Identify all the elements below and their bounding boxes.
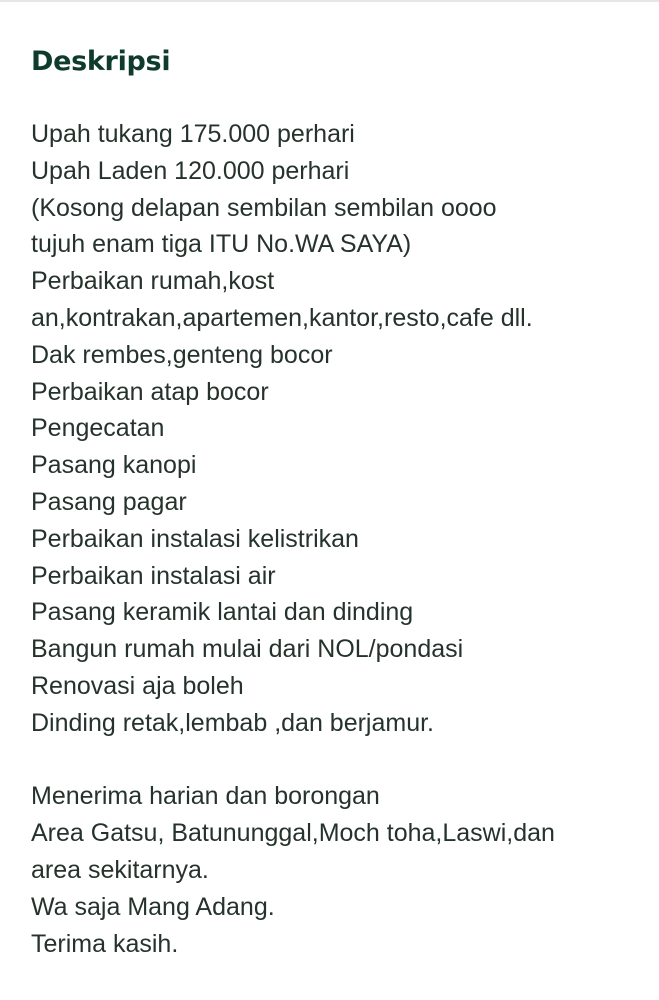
description-line: Perbaikan atap bocor xyxy=(31,377,269,406)
description-line: Wa saja Mang Adang. xyxy=(31,892,275,921)
description-line: Perbaikan instalasi kelistrikan xyxy=(31,524,359,553)
description-line: Dinding retak,lembab ,dan berjamur. xyxy=(31,708,435,737)
description-section xyxy=(31,44,646,962)
section-title: Deskripsi xyxy=(31,46,171,77)
description-line: area sekitarnya. xyxy=(31,855,209,884)
description-line: Perbaikan rumah,kost xyxy=(31,267,275,296)
description-line: tujuh enam tiga ITU No.WA SAYA) xyxy=(31,230,412,259)
description-line: Terima kasih. xyxy=(31,929,179,958)
description-line: Pasang keramik lantai dan dinding xyxy=(31,598,414,627)
description-line: Renovasi aja boleh xyxy=(31,671,244,700)
description-line: Upah Laden 120.000 perhari xyxy=(31,156,350,185)
description-text xyxy=(31,116,646,962)
description-line: Dak rembes,genteng bocor xyxy=(31,340,333,369)
description-line: Area Gatsu, Batununggal,Moch toha,Laswi,dan xyxy=(31,819,555,848)
description-line: Pasang pagar xyxy=(31,487,187,516)
description-line: (Kosong delapan sembilan sembilan oooo xyxy=(31,193,497,222)
blank-line xyxy=(31,742,646,779)
top-divider xyxy=(0,0,659,2)
description-line: Pengecatan xyxy=(31,414,165,443)
description-line: Perbaikan instalasi air xyxy=(31,561,276,590)
description-line: Menerima harian dan borongan xyxy=(31,782,380,811)
description-line: an,kontrakan,apartemen,kantor,resto,cafe dll. xyxy=(31,303,533,332)
description-line: Bangun rumah mulai dari NOL/pondasi xyxy=(31,635,464,664)
description-line: Pasang kanopi xyxy=(31,451,197,480)
description-line: Upah tukang 175.000 perhari xyxy=(31,120,355,148)
